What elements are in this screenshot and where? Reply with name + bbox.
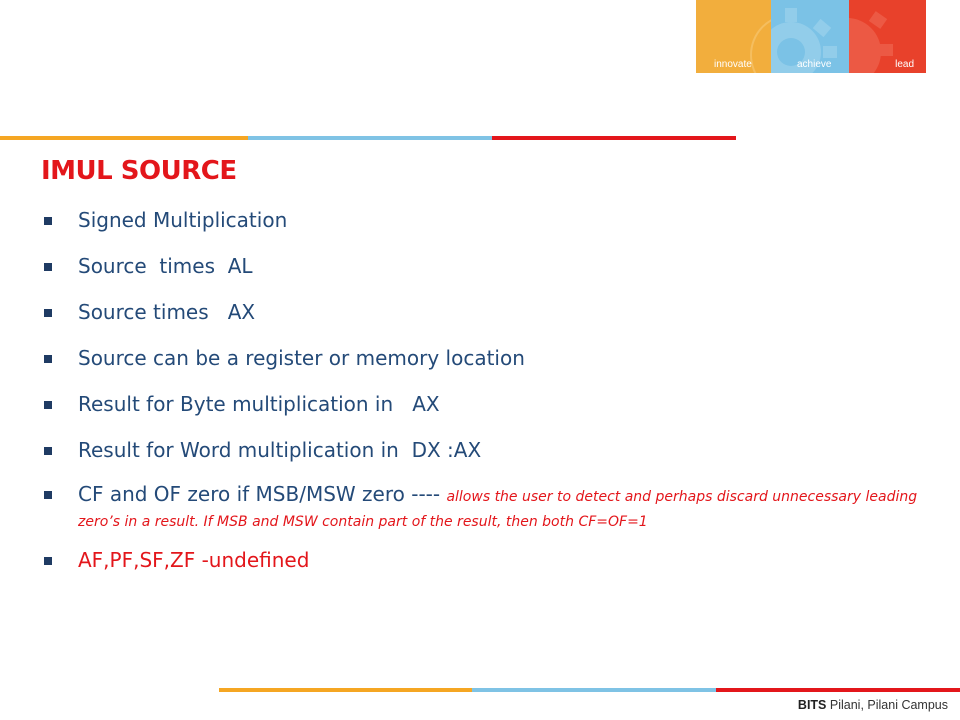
logo-segment-achieve [771,0,849,73]
square-bullet-icon [44,309,52,317]
header-divider [0,136,736,140]
square-bullet-icon [44,355,52,363]
bullet-item-undefined-flags [44,548,924,572]
footer-campus: Pilani, Pilani Campus [826,698,948,712]
logo-word-achieve: achieve [797,59,832,70]
bullet-text: AF,PF,SF,ZF -undefined [78,548,310,572]
brand-logo [696,0,926,73]
bullet-item [44,254,924,278]
square-bullet-icon [44,263,52,271]
square-bullet-icon [44,447,52,455]
bullet-text: Source can be a register or memory location [78,346,525,370]
slide-title: IMUL SOURCE [41,156,237,186]
bullet-item [44,300,924,324]
bullet-text: Result for Word multiplication in DX :AX [78,438,482,462]
logo-word-lead: lead [895,59,914,70]
bullet-item [44,438,924,462]
logo-segment-lead [849,0,926,73]
bullet-item-flags [44,482,924,532]
bullet-item [44,392,924,416]
bullet-text: CF and OF zero if MSB/MSW zero ---- [78,482,447,506]
bullet-item [44,346,924,370]
bullet-text: Source times AX [78,300,256,324]
bullet-item [44,208,924,232]
square-bullet-icon [44,491,52,499]
footer-divider [219,688,960,692]
bullet-note: allows the user to detect and perhaps discard unnecessary leading zero’s in a result. If MSB and MSW contain part of the result, then both CF=OF=1 [78,489,918,530]
logo-segment-innovate [696,0,771,73]
square-bullet-icon [44,217,52,225]
bullet-list [44,208,924,572]
square-bullet-icon [44,401,52,409]
logo-word-innovate: innovate [714,59,752,70]
gear-teeth-icon [849,0,926,73]
footer-brand: BITS [797,698,827,712]
footer-caption [798,698,948,712]
square-bullet-icon [44,557,52,565]
bullet-text: Source times AL [78,254,253,278]
bullet-text: Signed Multiplication [78,208,288,232]
bullet-text: Result for Byte multiplication in AX [78,392,440,416]
